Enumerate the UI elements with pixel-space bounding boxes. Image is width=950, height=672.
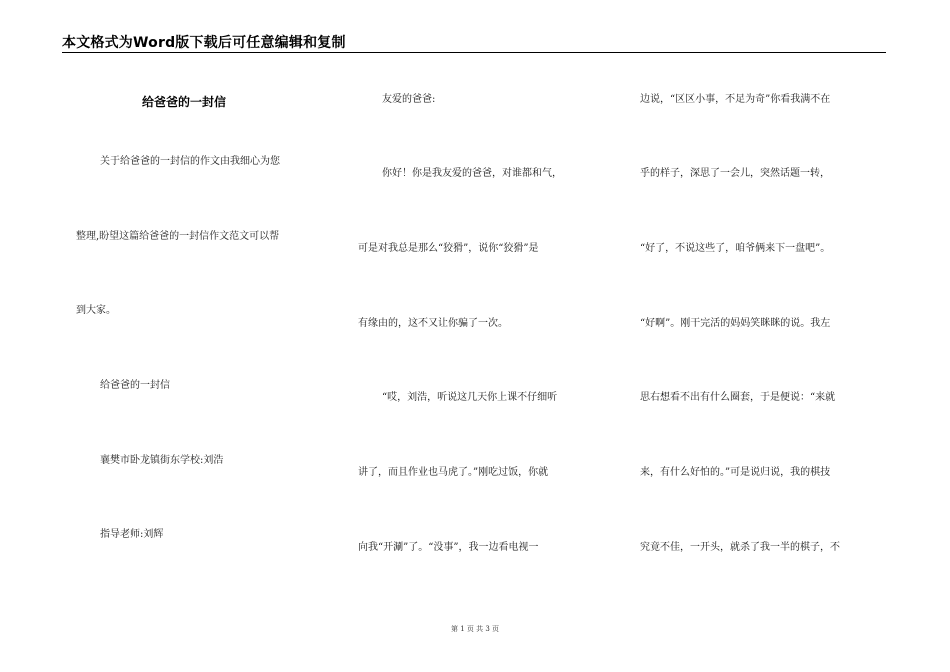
text-line: “好了，不说这些了，咱爷俩来下一盘吧”。 (640, 243, 831, 254)
text-line: 关于给爸爸的一封信的作文由我细心为您 (100, 156, 280, 167)
text-line: 究竟不佳，一开头，就杀了我一半的棋子，不 (640, 542, 840, 553)
text-line: “好啊”。刚干完活的妈妈笑眯眯的说。我左 (640, 318, 831, 329)
text-line: 襄樊市卧龙镇街东学校:刘浩 (100, 455, 224, 466)
text-line: 给爸爸的一封信 (100, 380, 170, 391)
text-line: 乎的样子，深思了一会儿，突然话题一转， (640, 168, 830, 179)
text-line: 思右想看不出有什么圈套，于是便说：“来就 (640, 392, 836, 403)
text-line: 你好！你是我友爱的爸爸，对谁都和气， (382, 168, 562, 179)
text-line: 友爱的爸爸: (382, 94, 436, 105)
text-line: 向我“开涮”了。“没事”，我一边看电视一 (358, 542, 539, 553)
text-line: 整理,盼望这篇给爸爸的一封信作文范文可以帮 (76, 231, 280, 242)
text-line: 有缘由的，这不又让你骗了一次。 (358, 318, 508, 329)
text-line: 讲了，而且作业也马虎了。”刚吃过饭，你就 (358, 467, 549, 478)
text-line: 指导老师:刘辉 (100, 529, 164, 540)
document-title: 给爸爸的一封信 (142, 95, 227, 109)
page-indicator: 第 1 页 共 3 页 (450, 625, 500, 633)
text-line: 来，有什么好怕的。”可是说归说，我的棋技 (640, 467, 831, 478)
text-line: 边说，“区区小事，不足为奇”你看我满不在 (640, 94, 831, 105)
text-line: 到大家。 (76, 305, 116, 316)
page-header-title: 本文格式为Word版下载后可任意编辑和复制 (62, 35, 346, 51)
text-line: “哎，刘浩，听说这几天你上课不仔细听 (382, 392, 558, 403)
header-rule (62, 52, 886, 53)
text-line: 可是对我总是那么“狡猾”，说你“狡猾”是 (358, 243, 539, 254)
